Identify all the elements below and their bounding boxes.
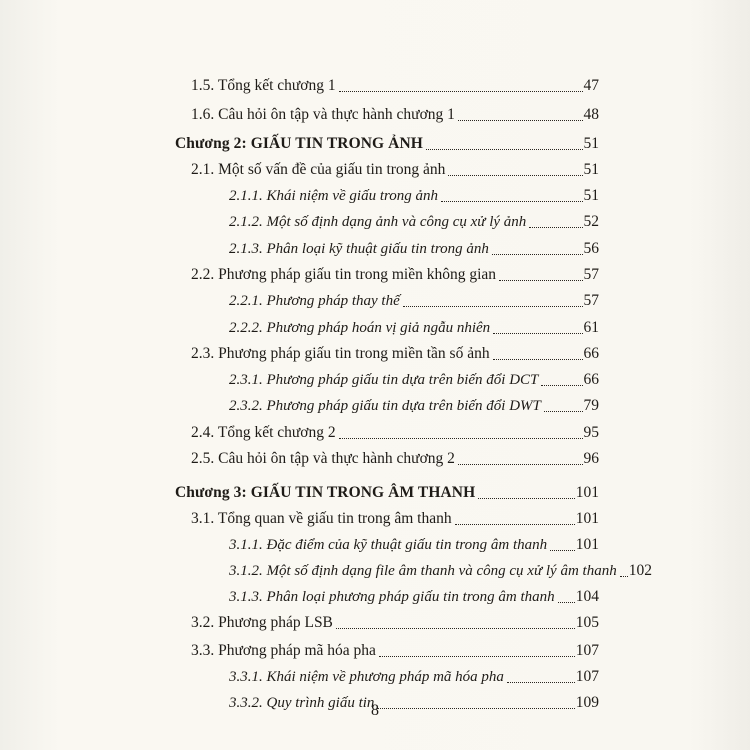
toc-subsection-entry <box>229 367 599 389</box>
toc-entry-page: 51 <box>583 161 599 178</box>
toc-entry-page: 102 <box>628 562 652 579</box>
toc-subsection-entry <box>229 315 599 337</box>
toc-entry-title: 2.1. Một số vấn đề của giấu tin trong ảnh <box>191 161 446 178</box>
toc-entry-page: 57 <box>583 266 599 283</box>
toc-entry-title: 2.3. Phương pháp giấu tin trong miền tần số ảnh <box>191 345 490 362</box>
toc-dot-leader <box>507 677 575 683</box>
toc-dot-leader <box>455 519 575 525</box>
toc-entry-page: 66 <box>583 345 599 362</box>
toc-chapter-entry <box>175 480 599 502</box>
toc-subsection-entry <box>229 236 599 258</box>
toc-entry-page: 95 <box>583 424 599 441</box>
toc-entry-title: 3.1. Tổng quan về giấu tin trong âm thanh <box>191 510 452 527</box>
toc-entry-page: 57 <box>583 292 599 309</box>
toc-dot-leader <box>403 301 583 307</box>
toc-entry-title: 1.6. Câu hỏi ôn tập và thực hành chương 1 <box>191 106 455 123</box>
toc-dot-leader <box>541 380 582 386</box>
toc-dot-leader <box>336 623 575 629</box>
toc-dot-leader <box>493 354 583 360</box>
toc-entry-title: 2.4. Tổng kết chương 2 <box>191 424 336 441</box>
toc-entry-title: Chương 3: GIẤU TIN TRONG ÂM THANH <box>175 484 476 501</box>
toc-entry-page: 109 <box>575 694 599 711</box>
toc-entry-title: 2.3.2. Phương pháp giấu tin dựa trên biến đổi DWT <box>229 398 541 414</box>
toc-entry-title: 3.3. Phương pháp mã hóa pha <box>191 642 376 659</box>
toc-entry-page: 107 <box>575 668 599 685</box>
toc-entry-page: 107 <box>575 642 599 659</box>
toc-entry-page: 52 <box>583 213 599 230</box>
toc-dot-leader <box>458 115 583 121</box>
toc-subsection-entry <box>229 393 599 415</box>
toc-entry-title: 3.1.2. Một số định dạng file âm thanh và công cụ xử lý âm thanh <box>229 563 617 579</box>
toc-entry-title: 2.1.3. Phân loại kỹ thuật giấu tin trong ảnh <box>229 241 489 257</box>
toc-entry-title: 3.1.1. Đặc điểm của kỹ thuật giấu tin trong âm thanh <box>229 537 548 553</box>
toc-entry-page: 51 <box>583 187 599 204</box>
toc-section-entry <box>191 102 599 124</box>
toc-entry-title: 2.2. Phương pháp giấu tin trong miền không gian <box>191 266 497 283</box>
toc-entry-page: 105 <box>575 614 599 631</box>
toc-entry-page: 51 <box>583 135 599 152</box>
toc-entry-title: 2.1.2. Một số định dạng ảnh và công cụ xử lý ảnh <box>229 214 527 230</box>
toc-dot-leader <box>448 170 582 176</box>
toc-entry-page: 96 <box>583 450 599 467</box>
toc-entry-page: 101 <box>575 510 599 527</box>
toc-section-entry <box>191 157 599 179</box>
toc-dot-leader <box>426 144 583 150</box>
toc-dot-leader <box>478 493 575 499</box>
toc-dot-leader <box>499 275 582 281</box>
toc-entry-page: 48 <box>583 106 599 123</box>
toc-dot-leader <box>339 433 583 439</box>
toc-section-entry <box>191 262 599 284</box>
toc-dot-leader <box>339 86 583 92</box>
toc-entry-title: 2.3.1. Phương pháp giấu tin dựa trên biến đổi DCT <box>229 372 539 388</box>
toc-entry-page: 101 <box>575 536 599 553</box>
toc-subsection-entry <box>229 558 652 580</box>
toc-dot-leader <box>544 406 583 412</box>
toc-entry-title: 1.5. Tổng kết chương 1 <box>191 77 336 94</box>
toc-section-entry <box>191 638 599 660</box>
toc-dot-leader <box>550 545 575 551</box>
toc-subsection-entry <box>229 183 599 205</box>
toc-entry-title: 2.2.1. Phương pháp thay thế <box>229 293 400 309</box>
toc-section-entry <box>191 420 599 442</box>
toc-entry-title: 2.5. Câu hỏi ôn tập và thực hành chương 2 <box>191 450 455 467</box>
toc-section-entry <box>191 446 599 468</box>
toc-entry-page: 79 <box>583 397 599 414</box>
toc-dot-leader <box>492 249 583 255</box>
toc-section-entry <box>191 506 599 528</box>
toc-entry-page: 61 <box>583 319 599 336</box>
toc-entry-page: 47 <box>583 77 599 94</box>
toc-dot-leader <box>493 328 582 334</box>
toc-entry-title: 3.3.1. Khái niệm về phương pháp mã hóa pha <box>229 669 504 685</box>
toc-section-entry <box>191 341 599 363</box>
toc-entry-title: Chương 2: GIẤU TIN TRONG ẢNH <box>175 135 423 152</box>
toc-entry-title: 3.2. Phương pháp LSB <box>191 614 333 631</box>
toc-dot-leader <box>441 196 582 202</box>
page-number: 8 <box>371 702 379 719</box>
toc-entry-title: 3.1.3. Phân loại phương pháp giấu tin trong âm thanh <box>229 589 555 605</box>
toc-subsection-entry <box>229 209 599 231</box>
toc-dot-leader <box>529 222 582 228</box>
toc-dot-leader <box>458 459 583 465</box>
toc-dot-leader <box>379 651 575 657</box>
toc-entry-page: 101 <box>575 484 599 501</box>
toc-dot-leader <box>558 597 575 603</box>
toc-entry-title: 2.2.2. Phương pháp hoán vị giả ngẫu nhiên <box>229 320 491 336</box>
toc-section-entry <box>191 610 599 632</box>
toc-entry-page: 66 <box>583 371 599 388</box>
toc-dot-leader <box>620 571 628 577</box>
toc-subsection-entry <box>229 288 599 310</box>
toc-chapter-entry <box>175 131 599 153</box>
toc-subsection-entry <box>229 584 599 606</box>
toc-subsection-entry <box>229 532 599 554</box>
toc-entry-page: 56 <box>583 240 599 257</box>
toc-section-entry <box>191 73 599 95</box>
toc-entry-page: 104 <box>575 588 599 605</box>
toc-entry-title: 3.3.2. Quy trình giấu tin <box>229 695 375 711</box>
toc-subsection-entry <box>229 664 599 686</box>
toc-entry-title: 2.1.1. Khái niệm về giấu trong ảnh <box>229 188 439 204</box>
